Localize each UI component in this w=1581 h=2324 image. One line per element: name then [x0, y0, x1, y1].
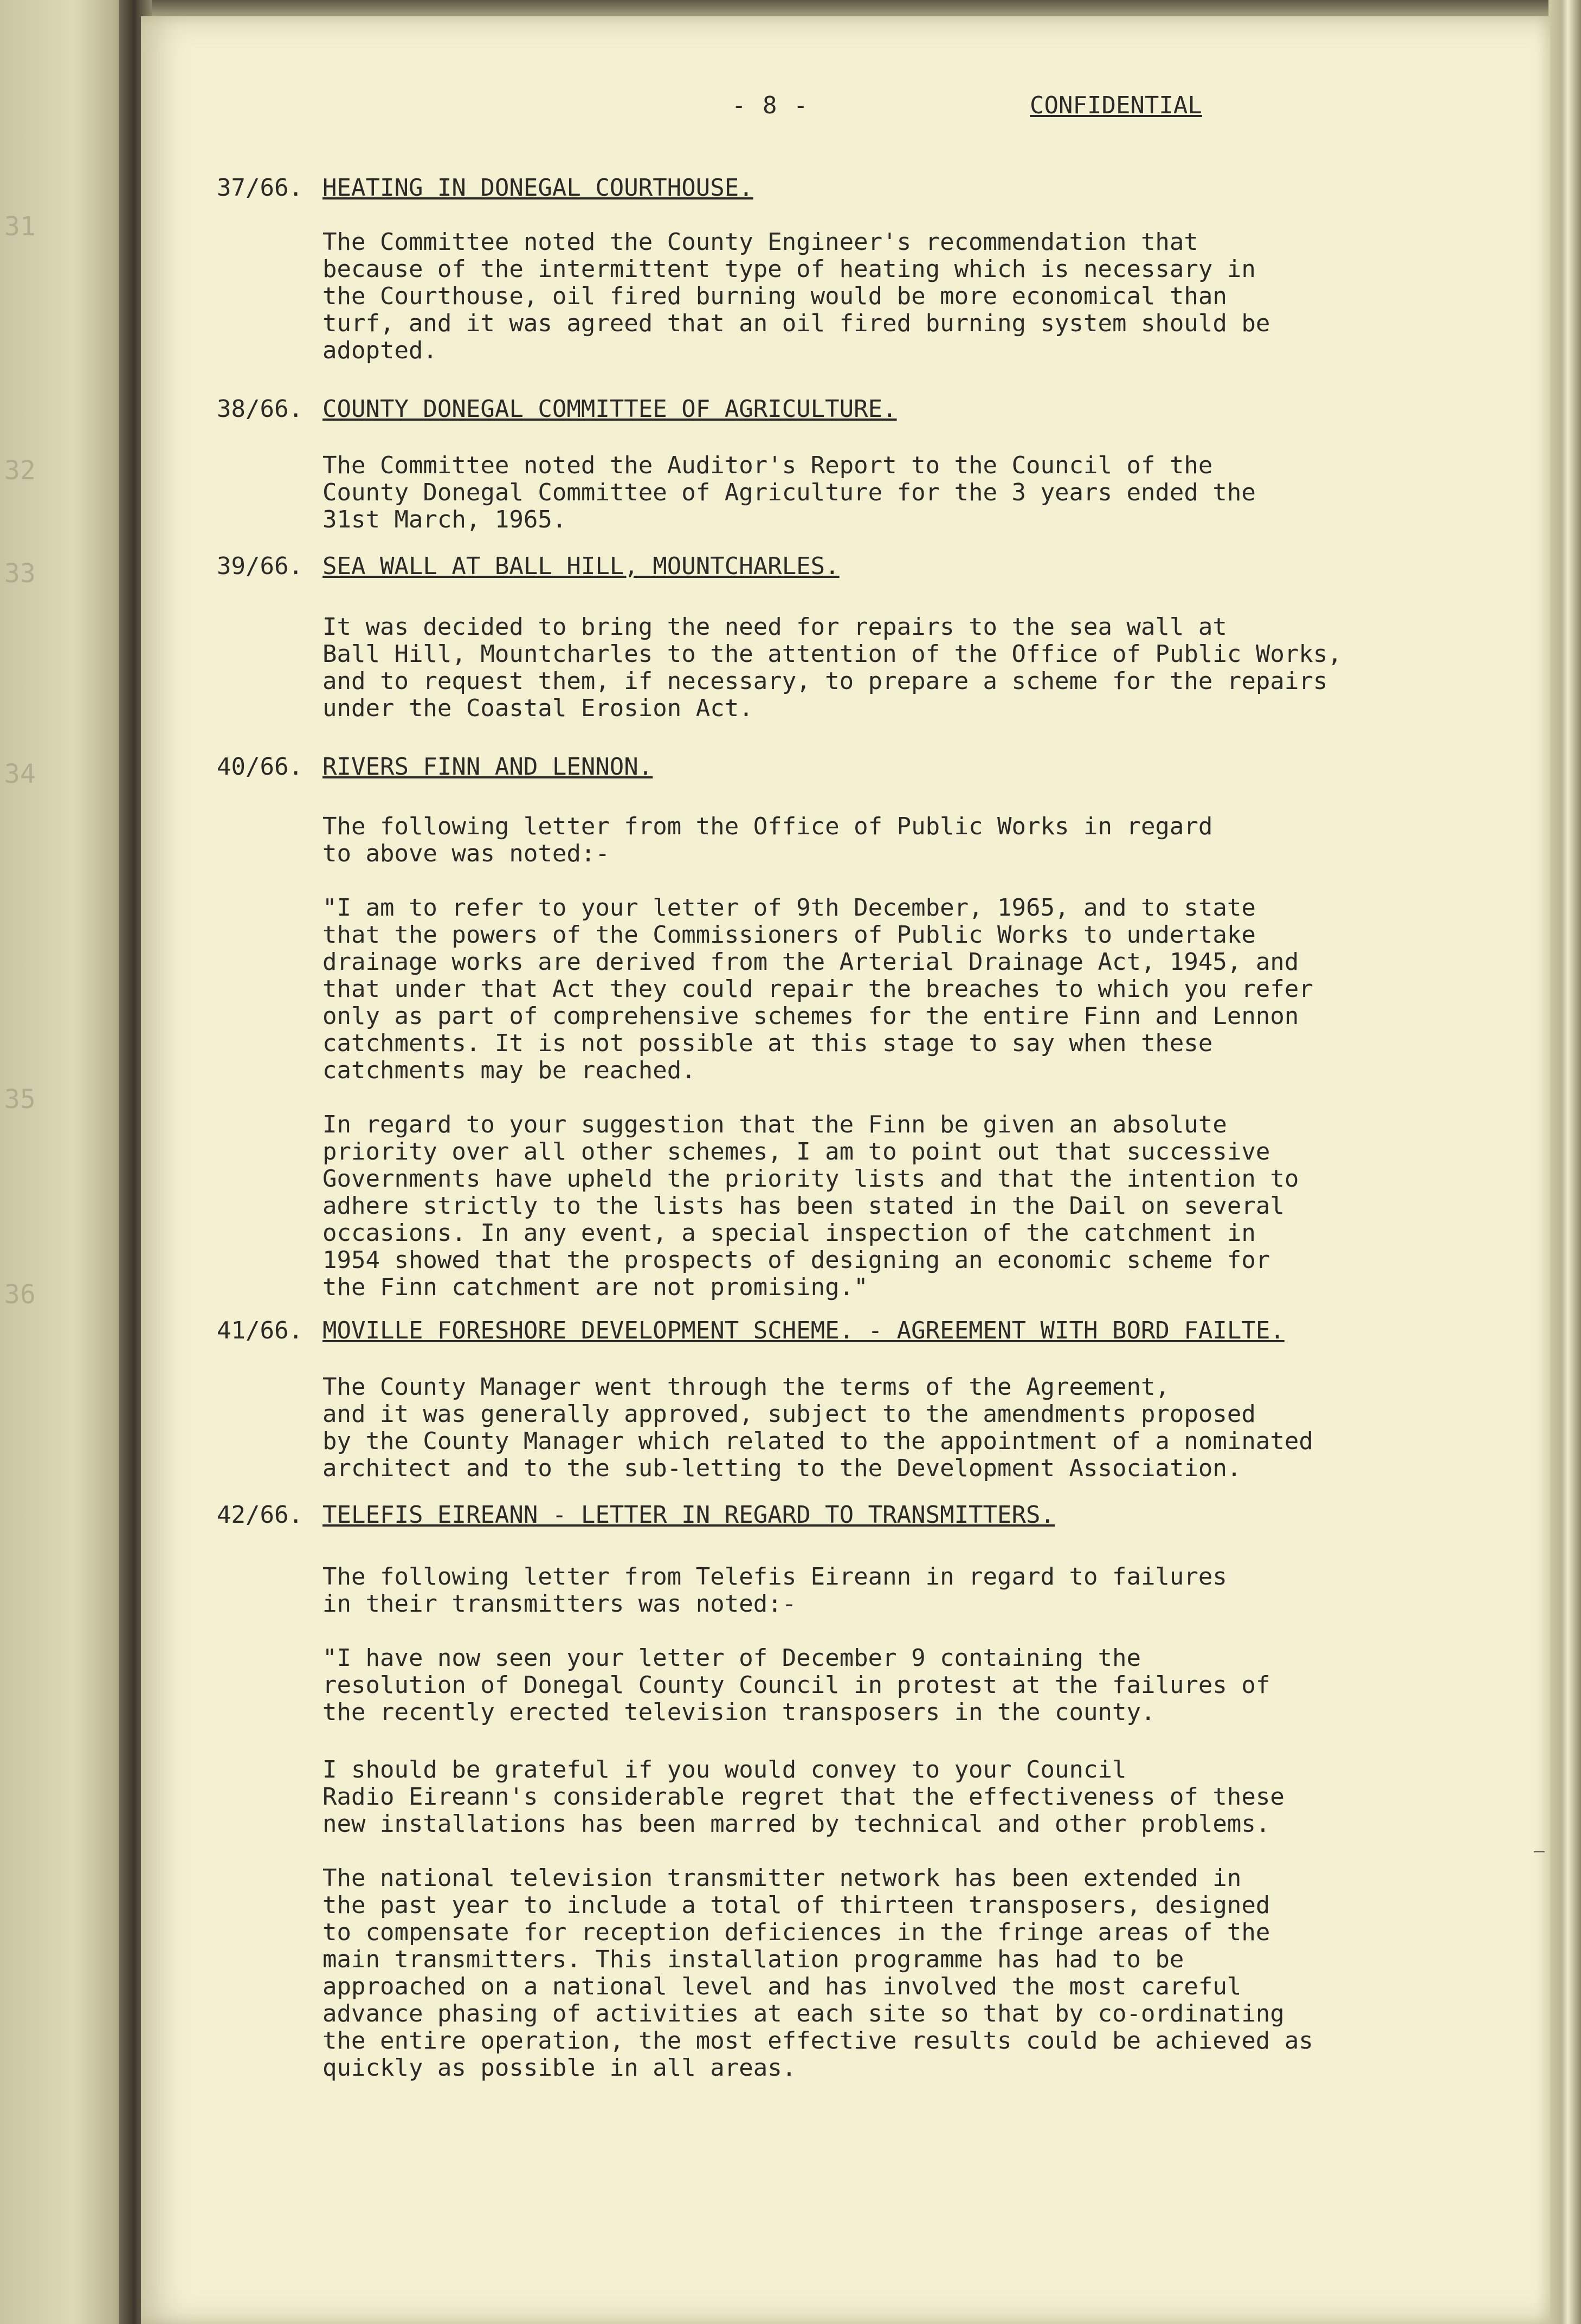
page-content [141, 16, 1550, 2324]
confidential-marking: CONFIDENTIAL [1030, 92, 1202, 119]
minute-heading: MOVILLE FORESHORE DEVELOPMENT SCHEME. - AGREEMENT WITH BORD FAILTE. [322, 1317, 1285, 1344]
minute-heading: TELEFIS EIREANN - LETTER IN REGARD TO TRANSMITTERS. [322, 1501, 1055, 1529]
quoted-letter-paragraph: "I have now seen your letter of December 9 containing the resolution of Donegal County Council in protest at the failures of the recently erected television transposers in the county. [322, 1644, 1270, 1726]
facing-page-fragment: 31 [4, 211, 36, 242]
facing-page-edge [0, 0, 135, 2324]
minute-heading: COUNTY DONEGAL COMMITTEE OF AGRICULTURE. [322, 395, 897, 423]
document-page [141, 16, 1550, 2324]
facing-page-fragment: 35 [4, 1084, 36, 1115]
minute-paragraph: The following letter from the Office of Public Works in regard to above was noted:- [322, 813, 1213, 867]
quoted-letter-paragraph: "I am to refer to your letter of 9th December, 1965, and to state that the powers of the Commissioners of Public Works to undertake drainage works are derived from the Arterial Drainage Act, 1945, and that under that Act they could repair the breaches to which you refer only as part of comprehensive schemes for the entire Finn and Lennon catchments. It is not possible at this stage to say when these catchments may be reached. [322, 894, 1313, 1084]
quoted-letter-paragraph: I should be grateful if you would convey to your Council Radio Eireann's considerable regret that the effectiveness of these new installations has been marred by technical and other problems. [322, 1756, 1285, 1838]
minute-paragraph: The Committee noted the County Engineer's recommendation that because of the intermittent type of heating which is necessary in the Courthouse, oil fired burning would be more economical than turf, and it was agreed that an oil fired burning system should be adopted. [322, 228, 1270, 364]
minute-number: 37/66. [217, 174, 303, 202]
minute-heading: HEATING IN DONEGAL COURTHOUSE. [322, 174, 753, 202]
facing-page-fragment: 32 [4, 455, 36, 486]
minute-paragraph: The County Manager went through the terms of the Agreement, and it was generally approved, subject to the amendments proposed by the County Manager which related to the appointment of a nominated architect and to the sub-letting to the Development Association. [322, 1373, 1313, 1482]
minute-paragraph: It was decided to bring the need for repairs to the sea wall at Ball Hill, Mountcharles to the attention of the Office of Public Works, and to request them, if necessary, to prepare a scheme for the repairs under the Coastal Erosion Act. [322, 613, 1342, 722]
minute-number: 38/66. [217, 395, 303, 423]
minute-number: 41/66. [217, 1317, 303, 1344]
minute-paragraph: The Committee noted the Auditor's Report to the Council of the County Donegal Committee of Agriculture for the 3 years ended the 31st March, 1965. [322, 452, 1256, 533]
minute-heading: SEA WALL AT BALL HILL, MOUNTCHARLES. [322, 552, 840, 580]
right-page-edge [1548, 0, 1581, 2324]
minute-number: 42/66. [217, 1501, 303, 1529]
minute-number: 39/66. [217, 552, 303, 580]
facing-page-fragment: 33 [4, 558, 36, 589]
quoted-letter-paragraph: The national television transmitter network has been extended in the past year to include a total of thirteen transposers, designed to compensate for reception deficiences in the fringe areas of the main transmitters. This installation programme has had to be approached on a national level and has involved the most careful advance phasing of activities at each site so that by co-ordinating the entire operation, the most effective results could be achieved as quickly as possible in all areas. [322, 1864, 1313, 2082]
margin-tick-mark [1534, 1851, 1545, 1852]
quoted-letter-paragraph: In regard to your suggestion that the Finn be given an absolute priority over all other schemes, I am to point out that successive Governments have upheld the priority lists and that the intention to adhere strictly to the lists has been stated in the Dail on several occasions. In any event, a special inspection of the catchment in 1954 showed that the prospects of designing an economic scheme for the Finn catchment are not promising." [322, 1111, 1299, 1301]
minute-number: 40/66. [217, 753, 303, 781]
minute-paragraph: The following letter from Telefis Eireann in regard to failures in their transmitters was noted:- [322, 1563, 1227, 1618]
facing-page-fragment: 34 [4, 759, 36, 789]
top-edge [0, 0, 1581, 16]
page-number: - 8 - [732, 92, 809, 119]
facing-page-fragment: 36 [4, 1279, 36, 1310]
minute-heading: RIVERS FINN AND LENNON. [322, 753, 653, 781]
